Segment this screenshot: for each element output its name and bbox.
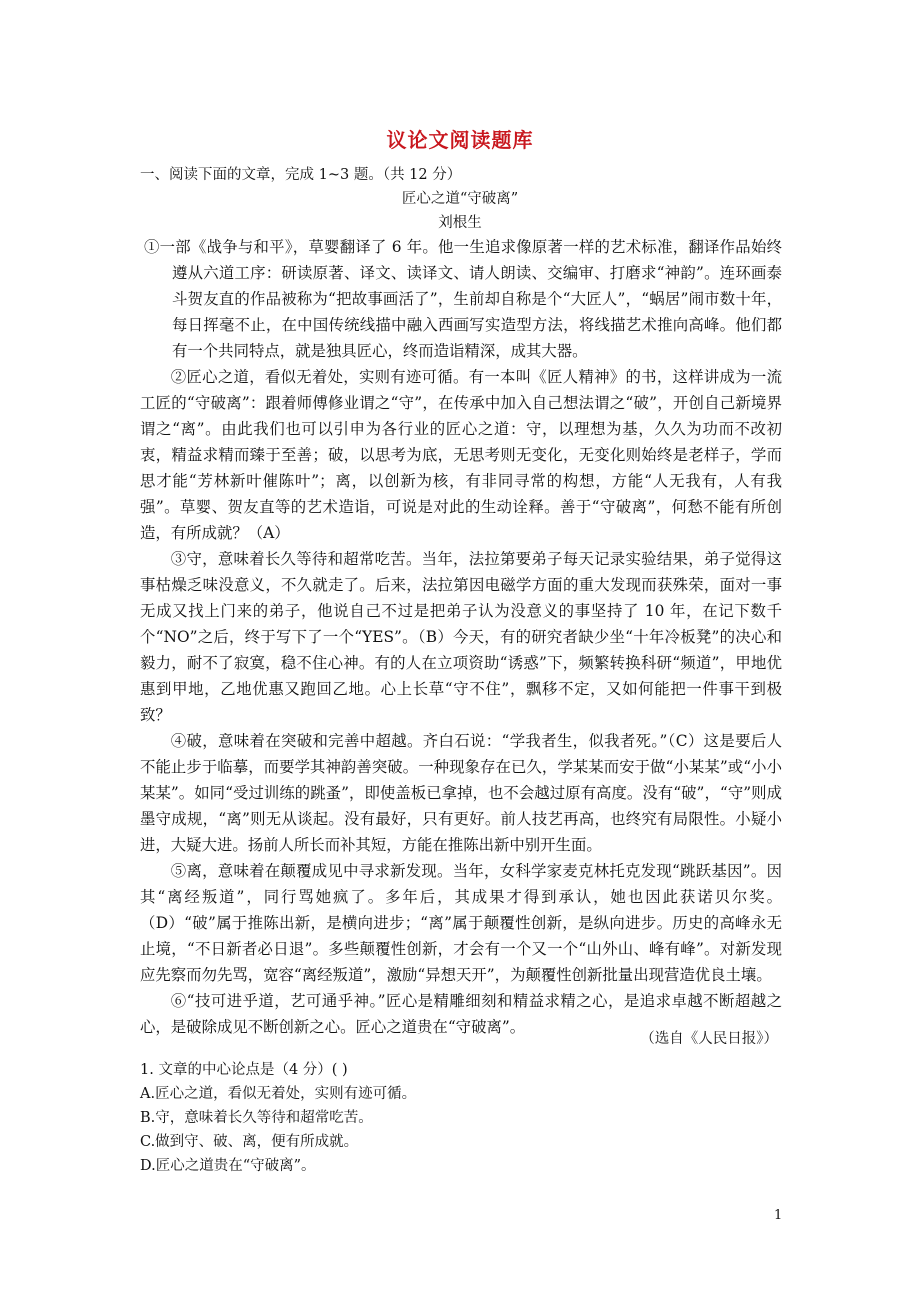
article-body — [140, 234, 782, 1040]
article-author: 刘根生 — [438, 215, 482, 231]
document-title: 议论文阅读题库 — [386, 128, 534, 152]
paragraph-5: ⑤离，意味着在颠覆成见中寻求新发现。当年，女科学家麦克林托克发现“跳跃基因”。因其“离经叛道”，同行骂她疯了。多年后，其成果才得到承认，她也因此获诺贝尔奖。（D）“破”属于推陈出新，是横向进步；“离”属于颠覆性创新，是纵向进步。历史的高峰永无止境，“不日新者必日退”。多些颠覆性创新，才会有一个又一个“山外山、峰有峰”。对新发现应先察而勿先骂，宽容“离经叛道”，激励“异想天开”，为颠覆性创新批量出现营造优良土壤。 — [140, 862, 782, 984]
article-title: 匠心之道“守破离” — [401, 191, 519, 207]
section-heading: 一、阅读下面的文章，完成 1~3 题。（共 12 分） — [140, 167, 462, 183]
page-number: 1 — [774, 1208, 783, 1223]
option-b: B.守，意味着长久等待和超常吃苦。 — [140, 1110, 373, 1126]
paragraph-6: ⑥“技可进乎道，艺可通乎神。”匠心是精雕细刻和精益求精之心，是追求卓越不断超越之心，是破除成见不断创新之心。匠心之道贵在“守破离”。 — [140, 992, 782, 1036]
option-c: C.做到守、破、离，便有所成就。 — [140, 1134, 359, 1150]
paragraph-4: ④破，意味着在突破和完善中超越。齐白石说：“学我者生，似我者死。”（C）这是要后人不能止步于临摹，而要学其神韵善突破。一种现象存在已久，学某某而安于做“小某某”或“小小某某”。如同“受过训练的跳蚤”，即使盖板已拿掉，也不会越过原有高度。没有“破”，“守”则成墨守成规，“离”则无从谈起。没有最好，只有更好。前人技艺再高，也终究有局限性。小疑小进，大疑大进。扬前人所长而补其短，方能在推陈出新中别开生面。 — [140, 732, 782, 854]
question-stem: 1. 文章的中心论点是（4 分）( ) — [140, 1062, 348, 1078]
paragraph-2: ②匠心之道，看似无着处，实则有迹可循。有一本叫《匠人精神》的书，这样讲成为一流工匠的“守破离”：跟着师傅修业谓之“守”，在传承中加入自己想法谓之“破”，开创自己新境界谓之“离”。由此我们也可以引申为各行业的匠心之道：守，以理想为基，久久为功而不改初衷，精益求精而臻于至善；破，以思考为底，无思考则无变化，无变化则始终是老样子，学而思才能“芳林新叶催陈叶”；离，以创新为核，有非同寻常的构想，方能“人无我有，人有我强”。草婴、贺友直等的艺术造诣，可说是对此的生动诠释。善于“守破离”，何愁不能有所创造，有所成就？（A） — [140, 368, 782, 542]
question-1 — [140, 1058, 782, 1178]
option-d: D.匠心之道贵在“守破离”。 — [140, 1158, 316, 1174]
option-a: A.匠心之道，看似无着处，实则有迹可循。 — [140, 1086, 417, 1102]
article-source: （选自《人民日报》） — [640, 1031, 778, 1047]
paragraph-3: ③守，意味着长久等待和超常吃苦。当年，法拉第要弟子每天记录实验结果，弟子觉得这事枯燥乏味没意义，不久就走了。后来，法拉第因电磁学方面的重大发现而获殊荣，面对一事无成又找上门来的弟子，他说自己不过是把弟子认为没意义的事坚持了 10 年，在记下数千个“NO”之后，终于写下了一个“YES”。（B）今天，有的研究者缺少坐“十年冷板凳”的决心和毅力，耐不了寂寞，稳不住心神。有的人在立项资助“诱惑”下，频繁转换科研“频道”，甲地优惠到甲地，乙地优惠又跑回乙地。心上长草“守不住”，飘移不定，又如何能把一件事干到极致？ — [140, 550, 782, 724]
paragraph-1: ①一部《战争与和平》，草婴翻译了 6 年。他一生追求像原著一样的艺术标准，翻译作品始终遵从六道工序：研读原著、译文、读译文、请人朗读、交编审、打磨求“神韵”。连环画泰斗贺友直的作品被称为“把故事画活了”，生前却自称是个“大匠人”，“蜗居”闹市数十年，每日挥毫不止，在中国传统线描中融入西画写实造型方法，将线描艺术推向高峰。他们都有一个共同特点，就是独具匠心，终而造诣精深，成其大器。 — [144, 238, 782, 360]
